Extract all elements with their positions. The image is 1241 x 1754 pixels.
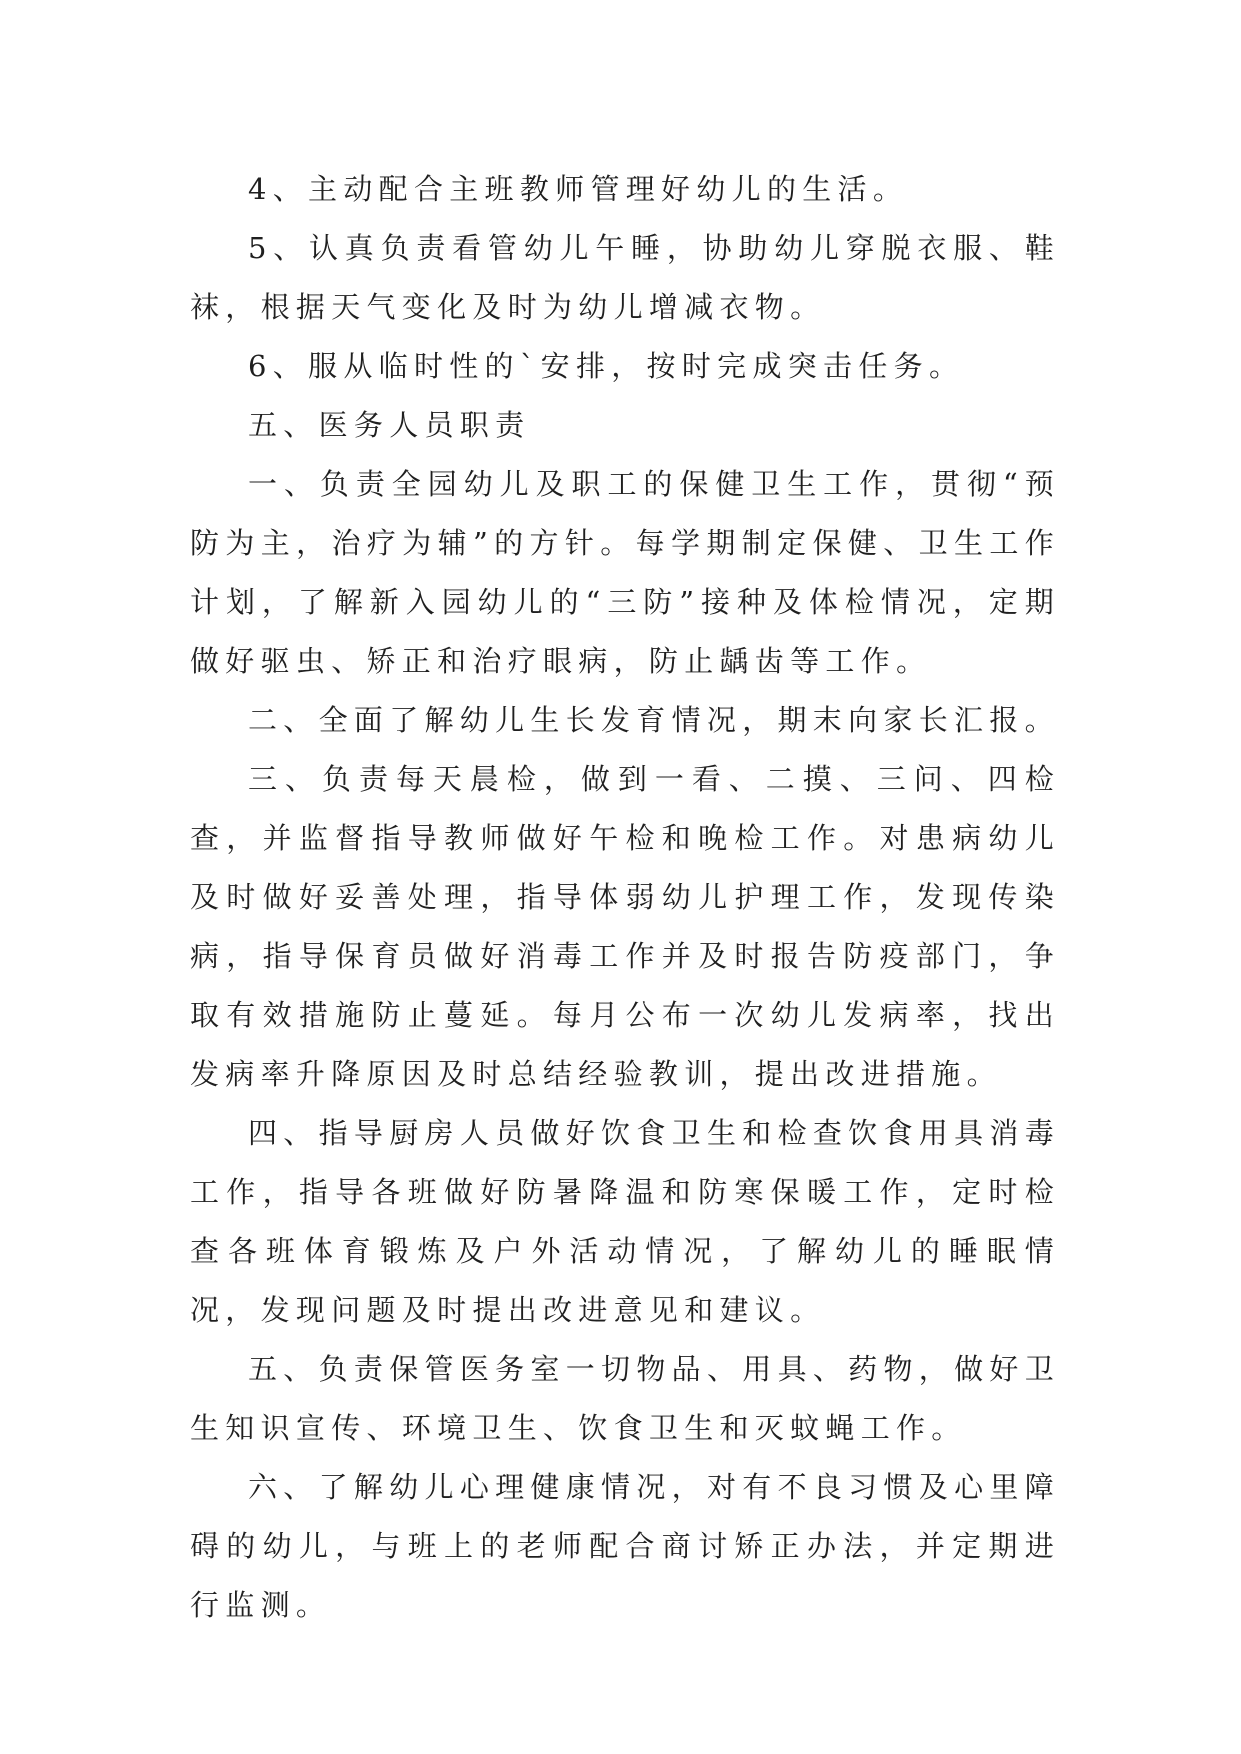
paragraph-item-4: 4、主动配合主班教师管理好幼儿的生活。	[248, 172, 909, 206]
paragraph-duty-1: 一、负责全园幼儿及职工的保健卫生工作，贯彻“预防为主，治疗为辅”的方针。每学期制定保健、卫生工作计划，了解新入园幼儿的“三防”接种及体检情况，定期做好驱虫、矫正和治疗眼病，防止龋齿等工作。	[190, 467, 1060, 678]
paragraph-item-6: 6、服从临时性的`安排，按时完成突击任务。	[248, 349, 965, 383]
paragraph-duty-3: 三、负责每天晨检，做到一看、二摸、三问、四检查，并监督指导教师做好午检和晚检工作。对患病幼儿及时做好妥善处理，指导体弱幼儿护理工作，发现传染病，指导保育员做好消毒工作并及时报告防疫部门，争取有效措施防止蔓延。每月公布一次幼儿发病率，找出发病率升降原因及时总结经验教训，提出改进措施。	[190, 762, 1060, 1091]
document-body	[190, 160, 1060, 1635]
paragraph-duty-5: 五、负责保管医务室一切物品、用具、药物，做好卫生知识宣传、环境卫生、饮食卫生和灭蚊蝇工作。	[190, 1352, 1060, 1445]
paragraph-duty-4: 四、指导厨房人员做好饮食卫生和检查饮食用具消毒工作，指导各班做好防暑降温和防寒保暖工作，定时检查各班体育锻炼及户外活动情况，了解幼儿的睡眠情况，发现问题及时提出改进意见和建议。	[190, 1116, 1060, 1327]
paragraph-item-5: 5、认真负责看管幼儿午睡，协助幼儿穿脱衣服、鞋袜，根据天气变化及时为幼儿增减衣物。	[190, 231, 1060, 324]
paragraph-duty-2: 二、全面了解幼儿生长发育情况，期末向家长汇报。	[248, 703, 1060, 737]
paragraph-duty-6: 六、了解幼儿心理健康情况，对有不良习惯及心里障碍的幼儿，与班上的老师配合商讨矫正办法，并定期进行监测。	[190, 1470, 1060, 1622]
section-heading-medical-staff: 五、医务人员职责	[248, 408, 531, 442]
